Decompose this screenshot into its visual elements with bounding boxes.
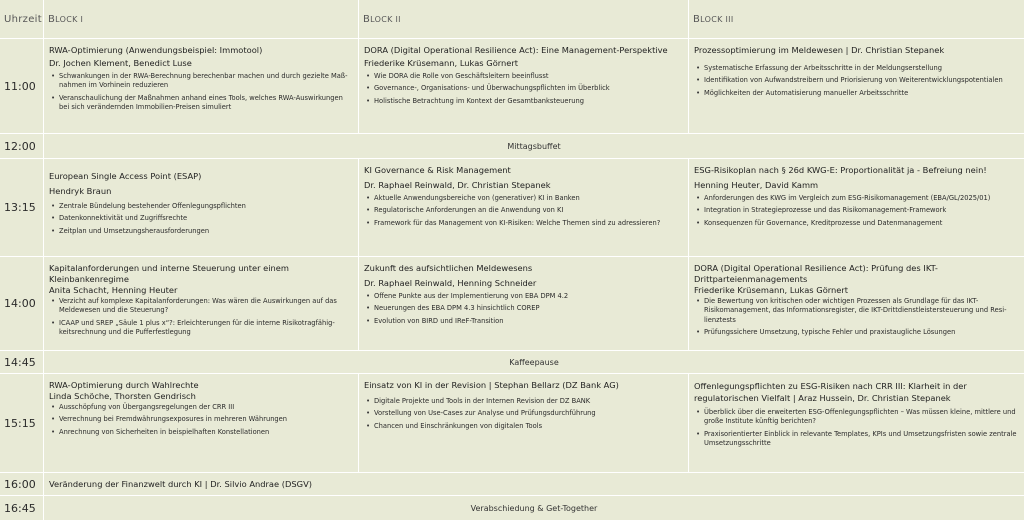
session-speakers: Friederike Krüsemann, Lukas Görnert — [694, 285, 849, 295]
bullet-item: • Anrechnung von Sicherheiten in beispielhaften Konstellationen — [49, 428, 353, 437]
session-cell — [359, 374, 688, 472]
header-block-1-rest: LOCK I — [55, 14, 84, 24]
bullet-item: • Zeitplan und Umsetzungsherausforderungen — [49, 227, 353, 236]
bullet-item: • Digitale Projekte und Tools in der Internen Revision der DZ BANK — [364, 397, 683, 406]
bullet-item: • Veranschaulichung der Maßnahmen anhand eines Tools, welches RWA-Auswirkungen bei sich verändernden Immobilien-Preisen simuliert — [49, 94, 353, 113]
session-cell — [44, 257, 358, 350]
session-speakers: Henning Heuter, David Kamm — [694, 180, 819, 190]
session-bullets — [694, 408, 1019, 449]
session-bullets — [364, 397, 683, 431]
session-title: Kapitalanforderungen und interne Steuerung unter einem Kleinbankenregime — [49, 263, 289, 284]
header-block-1-initial: B — [48, 13, 56, 25]
header-block-3-rest: LOCK III — [700, 14, 734, 24]
time-cell: 12:00 — [0, 134, 43, 158]
header-block-2-initial: B — [363, 13, 371, 25]
header-block-3-initial: B — [693, 13, 701, 25]
bullet-item: • Framework für das Management von KI-Risiken: Welche Themen sind zu adressieren? — [364, 219, 683, 228]
bullet-item: • Anforderungen des KWG im Vergleich zum ESG-Risikomanagement (EBA/GL/2025/01) — [694, 194, 1019, 203]
session-cell — [689, 39, 1024, 133]
time-cell: 14:45 — [0, 351, 43, 373]
keynote-session: Veränderung der Finanzwelt durch KI | Dr. Silvio Andrae (DSGV) — [44, 473, 1024, 495]
session-cell — [689, 257, 1024, 350]
bullet-item: • Aktuelle Anwendungsbereiche von (generativer) KI in Banken — [364, 194, 683, 203]
session-title: European Single Access Point (ESAP) — [49, 171, 202, 181]
session-speakers: Dr. Raphael Reinwald, Dr. Christian Stepanek — [364, 180, 551, 190]
bullet-item: • Vorstellung von Use-Cases zur Analyse und Prüfungsdurchführung — [364, 409, 683, 418]
closing-session: Verabschiedung & Get-Together — [44, 496, 1024, 520]
header-time: Uhrzeit — [0, 0, 43, 38]
bullet-item: • Neuerungen des EBA DPM 4.3 hinsichtlich COREP — [364, 304, 683, 313]
session-bullets — [694, 297, 1019, 338]
bullet-item: • Die Bewertung von kritischen oder wichtigen Prozessen als Grundlage für das IKT-Risikomanagement, das Informationsregister, die IKT-Drittdienstleistersteuerung und Resilienztests — [694, 297, 1019, 325]
session-cell — [44, 159, 358, 256]
session-speakers: Dr. Raphael Reinwald, Henning Schneider — [364, 278, 537, 288]
session-title: DORA (Digital Operational Resilience Act): Prüfung des IKT-Drittparteienmanagements — [694, 263, 938, 284]
bullet-item: • Prüfungssichere Umsetzung, typische Fehler und praxistaugliche Lösungen — [694, 328, 1019, 337]
coffee-break: Kaffeepause — [44, 351, 1024, 373]
session-bullets — [49, 72, 353, 113]
time-cell: 11:00 — [0, 39, 43, 133]
bullet-item: • Regulatorische Anforderungen an die Anwendung von KI — [364, 206, 683, 215]
bullet-item: • Identifikation von Aufwandstreibern und Priorisierung von Weiterentwicklungspotentialen — [694, 76, 1019, 85]
session-title: ESG-Risikoplan nach § 26d KWG-E: Proportionalität ja - Befreiung nein! — [694, 165, 987, 175]
header-block-3 — [689, 0, 1024, 38]
session-bullets — [694, 64, 1019, 98]
session-cell — [359, 39, 688, 133]
header-block-2-rest: LOCK II — [370, 14, 401, 24]
session-title: Einsatz von KI in der Revision | Stephan Bellarz (DZ Bank AG) — [364, 380, 619, 390]
bullet-item: • Governance-, Organisations- und Überwachungspflichten im Überblick — [364, 84, 683, 93]
bullet-item: • Chancen und Einschränkungen von digitalen Tools — [364, 422, 683, 431]
time-cell: 16:00 — [0, 473, 43, 495]
session-bullets — [49, 403, 353, 437]
session-cell — [689, 159, 1024, 256]
session-title: Offenlegungspflichten zu ESG-Risiken nach CRR III: Klarheit in der regulatorischen Vielfalt | Araz Hussein, Dr. Christian Stepanek — [694, 381, 967, 403]
bullet-item: • Überblick über die erweiterten ESG-Offenlegungspflichten – Was müssen kleine, mittlere und große Institute künftig berichten? — [694, 408, 1019, 427]
session-speakers: Dr. Jochen Klement, Benedict Luse — [49, 58, 192, 68]
session-cell — [44, 374, 358, 472]
time-cell: 16:45 — [0, 496, 43, 520]
bullet-item: • Holistische Betrachtung im Kontext der Gesamtbanksteuerung — [364, 97, 683, 106]
session-bullets — [364, 194, 683, 228]
bullet-item: • Ausschöpfung von Übergangsregelungen der CRR III — [49, 403, 353, 412]
session-bullets — [364, 292, 683, 326]
bullet-item: • ICAAP und SREP „Säule 1 plus x“?: Erleichterungen für die interne Risikotragfähigkeitsrechnung und die Pufferfestlegung — [49, 319, 353, 338]
bullet-item: • Integration in Strategieprozesse und das Risikomanagement-Framework — [694, 206, 1019, 215]
session-cell — [359, 257, 688, 350]
bullet-item: • Schwankungen in der RWA-Berechnung berechenbar machen und durch gezielte Maßnahmen im Vorhinein reduzieren — [49, 72, 353, 91]
header-block-2 — [359, 0, 688, 38]
session-title: RWA-Optimierung (Anwendungsbeispiel: Immotool) — [49, 45, 263, 55]
bullet-item: • Konsequenzen für Governance, Kreditprozesse und Datenmanagement — [694, 219, 1019, 228]
session-speakers: Friederike Krüsemann, Lukas Görnert — [364, 58, 519, 68]
session-bullets — [49, 202, 353, 236]
session-cell — [44, 39, 358, 133]
time-cell: 15:15 — [0, 374, 43, 472]
session-bullets — [49, 297, 353, 338]
bullet-item: • Verrechnung bei Fremdwährungsexposures in mehreren Währungen — [49, 415, 353, 424]
session-title: RWA-Optimierung durch Wahlrechte — [49, 380, 199, 390]
session-bullets — [694, 194, 1019, 228]
header-block-1 — [44, 0, 358, 38]
session-speakers: Linda Schöche, Thorsten Gendrisch — [49, 391, 196, 401]
time-cell: 14:00 — [0, 257, 43, 350]
session-cell — [689, 374, 1024, 472]
bullet-item: • Zentrale Bündelung bestehender Offenlegungspflichten — [49, 202, 353, 211]
time-cell: 13:15 — [0, 159, 43, 256]
session-title: Zukunft des aufsichtlichen Meldewesens — [364, 263, 533, 273]
session-cell — [359, 159, 688, 256]
bullet-item: • Evolution von BIRD und IReF-Transition — [364, 317, 683, 326]
session-title: Prozessoptimierung im Meldewesen | Dr. Christian Stepanek — [694, 45, 945, 55]
bullet-item: • Wie DORA die Rolle von Geschäftsleitern beeinflusst — [364, 72, 683, 81]
bullet-item: • Systematische Erfassung der Arbeitsschritte in der Meldungserstellung — [694, 64, 1019, 73]
session-title: DORA (Digital Operational Resilience Act): Eine Management-Perspektive — [364, 45, 668, 55]
bullet-item: • Möglichkeiten der Automatisierung manueller Arbeitsschritte — [694, 89, 1019, 98]
bullet-item: • Praxisorientierter Einblick in relevante Templates, KPIs und Umsetzungsfristen sowie zentrale Umsetzungsschritte — [694, 430, 1019, 449]
session-title: KI Governance & Risk Management — [364, 165, 511, 175]
lunch-break: Mittagsbuffet — [44, 134, 1024, 158]
session-speakers: Anita Schacht, Henning Heuter — [49, 285, 178, 295]
bullet-item: • Verzicht auf komplexe Kapitalanforderungen: Was wären die Auswirkungen auf das Meldewesen und die Steuerung? — [49, 297, 353, 316]
bullet-item: • Datenkonnektivität und Zugriffsrechte — [49, 214, 353, 223]
session-speakers: Hendryk Braun — [49, 186, 112, 196]
session-bullets — [364, 72, 683, 106]
bullet-item: • Offene Punkte aus der Implementierung von EBA DPM 4.2 — [364, 292, 683, 301]
